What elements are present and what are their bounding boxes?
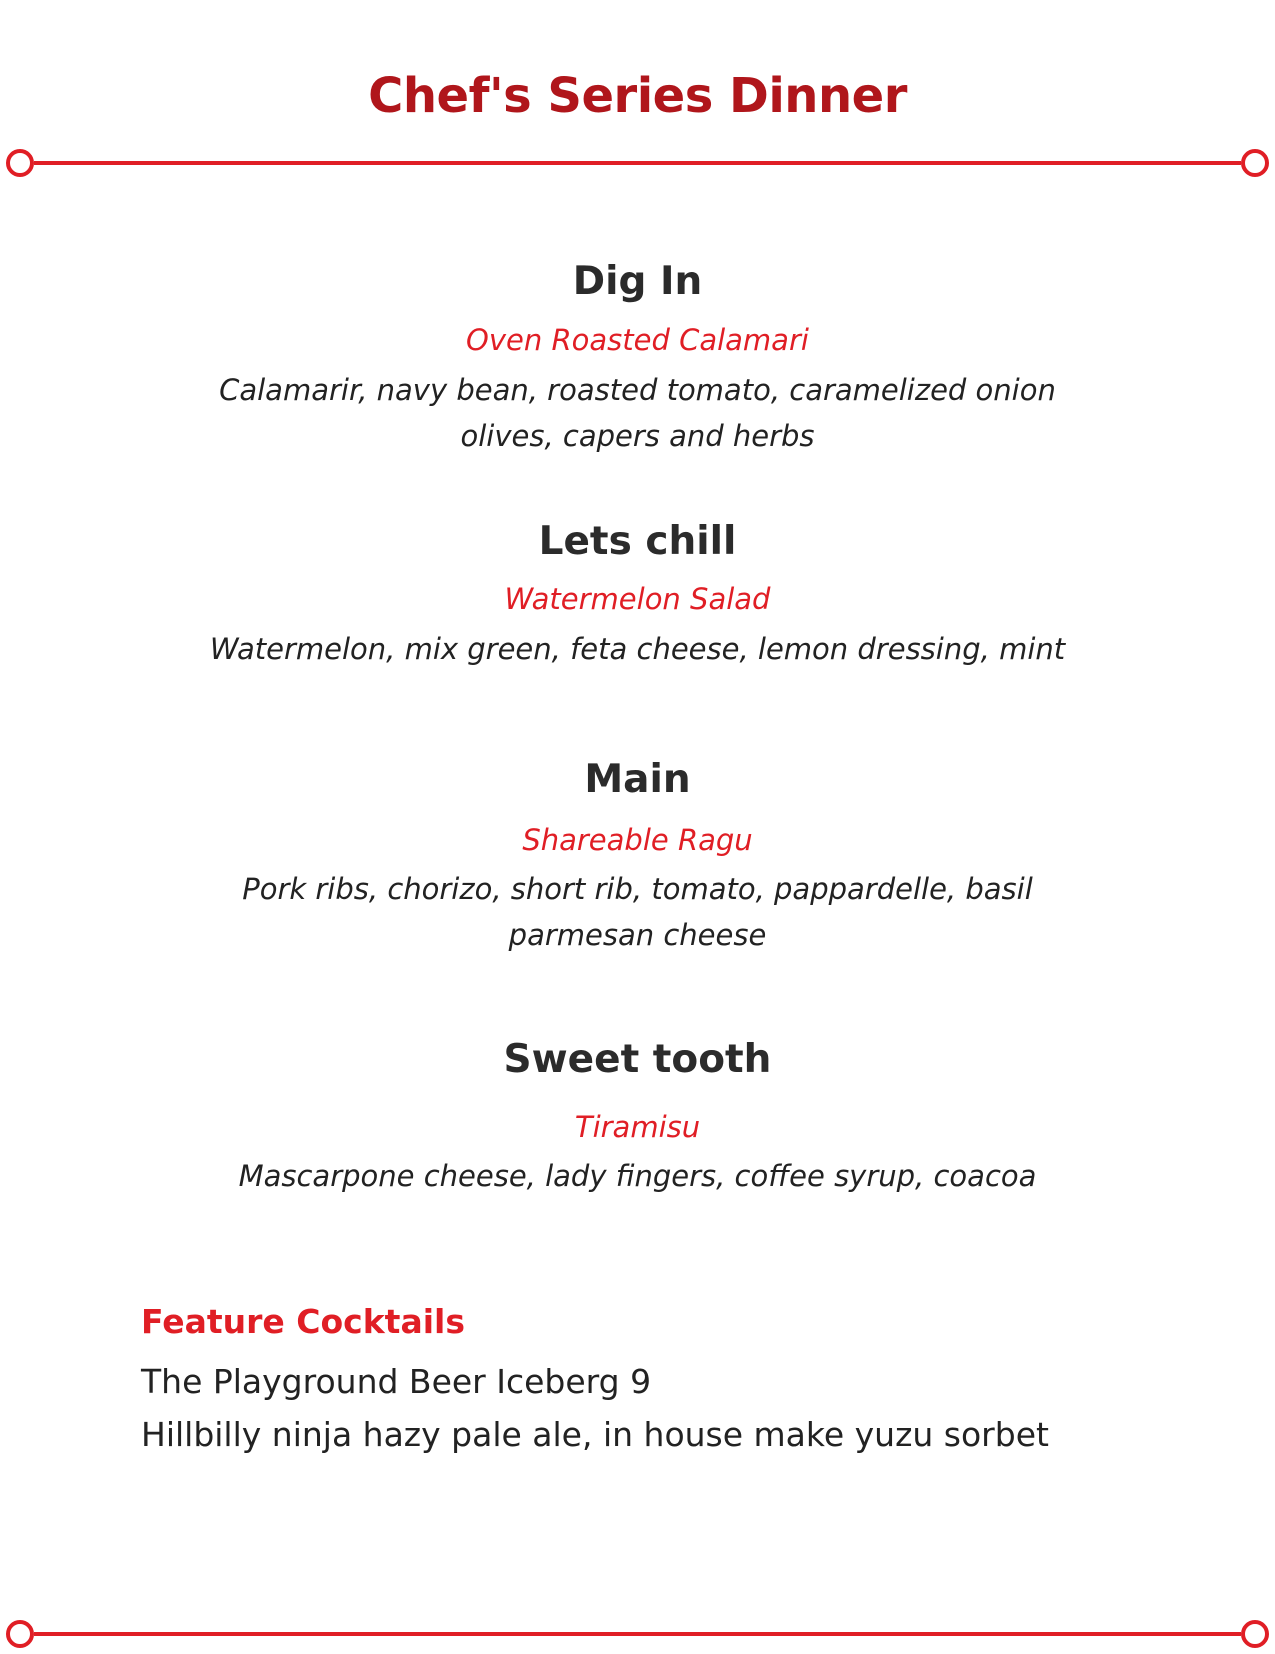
- divider-left-circle-icon: [8, 1622, 32, 1646]
- dish-description-line: Calamarir, navy bean, roasted tomato, caramelized onion: [219, 373, 1056, 407]
- top-divider: [0, 143, 1275, 183]
- bottom-divider: [0, 1614, 1275, 1654]
- menu-title: Chef's Series Dinner: [368, 68, 907, 124]
- dish-description-line: Mascarpone cheese, lady fingers, coffee syrup, coacoa: [238, 1159, 1037, 1193]
- dish-description-line: parmesan cheese: [508, 918, 767, 952]
- cocktail-line: Hillbilly ninja hazy pale ale, in house make yuzu sorbet: [141, 1415, 1049, 1454]
- dish-name: Oven Roasted Calamari: [466, 323, 809, 357]
- dish-name: Watermelon Salad: [504, 582, 771, 616]
- section-heading: Main: [584, 757, 691, 802]
- divider-right-circle-icon: [1243, 151, 1267, 175]
- divider-right-circle-icon: [1243, 1622, 1267, 1646]
- dish-description-line: olives, capers and herbs: [460, 419, 815, 453]
- divider-left-circle-icon: [8, 151, 32, 175]
- dish-description-line: Pork ribs, chorizo, short rib, tomato, pappardelle, basil: [242, 872, 1033, 906]
- feature-cocktails: [141, 1302, 1141, 1454]
- dish-name: Shareable Ragu: [522, 823, 753, 857]
- dish-name: Tiramisu: [574, 1110, 701, 1144]
- section-heading: Dig In: [572, 259, 703, 304]
- cocktail-line: The Playground Beer Iceberg 9: [141, 1362, 652, 1401]
- dish-description-line: Watermelon, mix green, feta cheese, lemon dressing, mint: [209, 632, 1066, 666]
- section-heading: Sweet tooth: [503, 1037, 772, 1082]
- cocktails-title: Feature Cocktails: [141, 1302, 465, 1341]
- section-heading: Lets chill: [538, 519, 737, 564]
